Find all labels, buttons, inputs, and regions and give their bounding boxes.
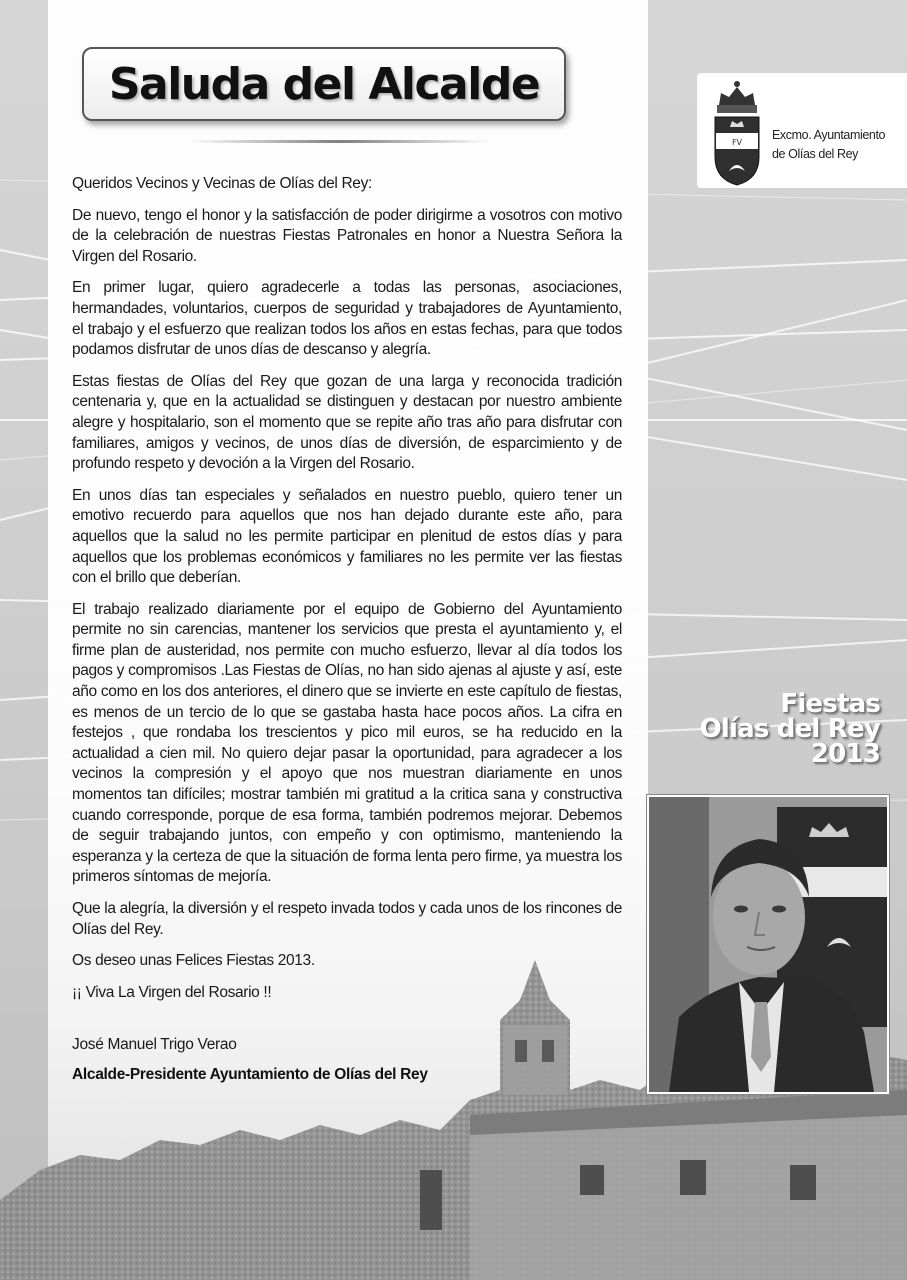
- coat-of-arms-icon: [705, 75, 769, 187]
- event-label: [699, 689, 880, 769]
- letter-greeting: Queridos Vecinos y Vecinas de Olías del Rey:: [72, 175, 372, 192]
- page-title: Saluda del Alcalde: [108, 58, 540, 110]
- shield-letters: FV: [731, 138, 743, 147]
- letter-paragraph: Que la alegría, la diversión y el respeto invada todos y cada unos de los rincones de Olías del Rey.: [72, 900, 622, 938]
- event-label-line3: 2013: [810, 739, 880, 769]
- title-banner: [82, 47, 566, 121]
- mayor-portrait-illustration: [649, 797, 887, 1092]
- signature-name: José Manuel Trigo Verao: [72, 1036, 237, 1053]
- letter-paragraph: El trabajo realizado diariamente por el equipo de Gobierno del Ayuntamiento permite no sin carencias, mantener los servicios que presta el ayuntamiento y, el firme plan de austeridad, nos permite con mucho esfuerzo, llevar al día todos los pagos y compromisos .Las Fiestas de Olías, no han sido ajenas al ajuste y así, este año como en los dos anteriores, el dinero que se invierte en este capítulo de fiestas, es menos de un tercio de lo que se gastaba hasta hace pocos años. La cifra en festejos , que rondaba los trescientos y pico mil euros, se ha reducido en la actualidad a cien mil. No quiero dejar pasar la oportunidad, para agradecer a los vecinos la compresión y el apoyo que nos muestran diariamente en unos momentos tan difíciles; mostrar también mi gratitud a la critica sana y constructiva cuando corresponde, porque de esa forma, también podremos mejorar. Debemos de seguir trabajando juntos, con empeño y con optimismo, manteniendo la esperanza y la certeza de que la situación de forma lenta pero firme, ya muestra los primeros síntomas de mejoría.: [72, 600, 622, 886]
- letter-paragraph: ¡¡ Viva La Virgen del Rosario !!: [72, 983, 272, 1001]
- signature-title: Alcalde-Presidente Ayuntamiento de Olías del Rey: [72, 1066, 428, 1083]
- title-underline: [190, 140, 490, 143]
- letter-paragraph: Estas fiestas de Olías del Rey que gozan de una larga y reconocida tradición centenaria y, que en la actualidad se distinguen y destacan por nuestro ambiente alegre y hospitalario, son el momento que se repite año tras año para disfrutar con familiares, amigos y vecinos, de unos días de diversión, de esparcimiento y de profundo respeto y devoción a la Virgen del Rosario.: [72, 372, 622, 473]
- letter-paragraph: En primer lugar, quiero agradecerle a todas las personas, asociaciones, hermandades, voluntarios, cuerpos de seguridad y trabajadores de Ayuntamiento, el trabajo y el esfuerzo que realizan todos los años en estas fechas, para que todos podamos disfrutar de unos días de descanso y alegría.: [72, 279, 622, 359]
- event-label-line2: Olías del Rey: [699, 714, 880, 744]
- event-label-line1: Fiestas: [780, 689, 880, 719]
- letter-paragraph: De nuevo, tengo el honor y la satisfacción de poder dirigirme a vosotros con motivo de la celebración de nuestras Fiestas Patronales en honor a Nuestra Señora la Virgen del Rosario.: [72, 206, 622, 265]
- municipality-name-line2: de Olías del Rey: [772, 147, 859, 161]
- letter-paragraph: En unos días tan especiales y señalados en nuestro pueblo, quiero tener un emotivo recuerdo para aquellos que nos han dejado durante este año, para aquellos que la salud no les permite participar en plenitud de estos días y para aquellos que los problemas económicos y familiares no les permite ver las fiestas con el brillo que deberían.: [72, 486, 622, 587]
- letter-body: [72, 174, 622, 1014]
- municipality-name: [772, 126, 885, 164]
- mayor-photo: [647, 795, 889, 1094]
- letter-paragraph: Os deseo unas Felices Fiestas 2013.: [72, 952, 315, 970]
- municipality-name-line1: Excmo. Ayuntamiento: [772, 128, 886, 142]
